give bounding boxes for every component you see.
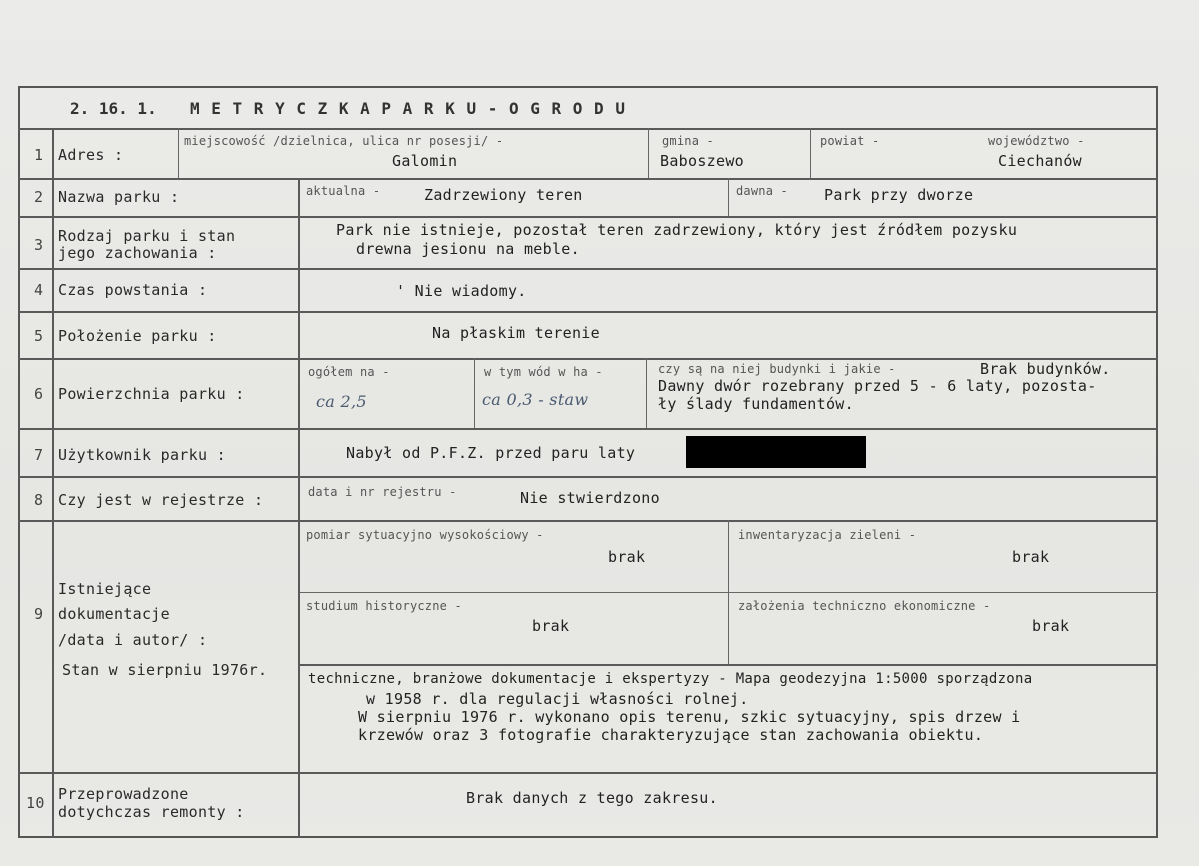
row-number: 3	[34, 236, 44, 254]
redaction-block	[686, 436, 866, 468]
historical-study-sublabel: studium historyczne -	[306, 599, 462, 613]
cell-divider	[474, 358, 475, 428]
row-number: 5	[34, 327, 44, 345]
voivodeship-sublabel: województwo -	[988, 134, 1085, 148]
row-divider	[18, 476, 1158, 478]
current-name-sublabel: aktualna -	[306, 184, 381, 198]
row-divider	[18, 128, 1158, 130]
former-name-value: Park przy dworze	[824, 186, 974, 204]
renovations-label-line2: dotychczas remonty :	[58, 803, 245, 821]
park-type-text-line2: drewna jesionu na meble.	[356, 240, 580, 258]
location-label: Położenie parku :	[58, 327, 217, 345]
row-divider	[18, 268, 1158, 270]
former-name-sublabel: dawna -	[736, 184, 788, 198]
water-area-sublabel: w tym wód w ha -	[484, 365, 603, 379]
technical-docs-text-line2: w 1958 r. dla regulacji własności rolnej.	[366, 690, 749, 708]
row-divider	[18, 520, 1158, 522]
row-number: 7	[34, 446, 44, 464]
row-divider	[18, 428, 1158, 430]
park-type-text: Park nie istnieje, pozostał teren zadrzewiony, który jest źródłem pozysku	[336, 221, 1018, 239]
survey-sublabel: pomiar sytuacyjno wysokościowy -	[306, 528, 544, 542]
location-value: Galomin	[392, 152, 458, 170]
documentation-label-line3: /data i autor/ :	[58, 631, 208, 649]
cell-divider	[810, 128, 811, 178]
cell-divider	[648, 128, 649, 178]
row-number: 4	[34, 281, 44, 299]
total-area-sublabel: ogółem na -	[308, 365, 390, 379]
location-terrain-value: Na płaskim terenie	[432, 324, 600, 342]
cell-divider	[728, 520, 729, 664]
documentation-label-line2: dokumentacje	[58, 605, 170, 623]
founding-time-value: ' Nie wiadomy.	[396, 282, 527, 300]
technical-docs-text-line4: krzewów oraz 3 fotografie charakteryzujące stan zachowania obiektu.	[358, 726, 984, 744]
greenery-inventory-value: brak	[1012, 548, 1050, 566]
row-divider	[18, 216, 1158, 218]
documentation-label: Istniejące	[58, 580, 152, 598]
label-column-divider	[298, 178, 300, 838]
voivodeship-value: Ciechanów	[998, 152, 1082, 170]
row-number: 10	[26, 794, 45, 812]
powiat-sublabel: powiat -	[820, 134, 880, 148]
row-number: 1	[34, 146, 44, 164]
form-title: M E T R Y C Z K A P A R K U - O G R O D U	[190, 99, 626, 118]
documentation-status-note: Stan w sierpniu 1976r.	[62, 661, 268, 679]
register-label: Czy jest w rejestrze :	[58, 491, 264, 509]
water-area-handwritten: ca 0,3 - staw	[482, 390, 589, 409]
row-number: 9	[34, 605, 44, 623]
address-label: Adres :	[58, 146, 124, 164]
row-number: 8	[34, 491, 44, 509]
buildings-value-line3: ły ślady fundamentów.	[658, 395, 854, 413]
survey-value: brak	[608, 548, 646, 566]
park-user-label: Użytkownik parku :	[58, 446, 226, 464]
row-divider	[18, 311, 1158, 313]
row-divider	[18, 178, 1158, 180]
founding-time-label: Czas powstania :	[58, 281, 208, 299]
row-number: 2	[34, 188, 44, 206]
renovations-value: Brak danych z tego zakresu.	[466, 789, 718, 807]
park-name-label: Nazwa parku :	[58, 188, 180, 206]
form-number: 2. 16. 1.	[70, 99, 157, 118]
row-number: 6	[34, 385, 44, 403]
buildings-value-line2: Dawny dwór rozebrany przed 5 - 6 laty, pozosta-	[658, 377, 1097, 395]
technical-assumptions-value: brak	[1032, 617, 1070, 635]
gmina-sublabel: gmina -	[662, 134, 714, 148]
area-label: Powierzchnia parku :	[58, 385, 245, 403]
technical-docs-text: techniczne, branżowe dokumentacje i ekspertyzy - Mapa geodezyjna 1:5000 sporządzona	[308, 671, 1033, 687]
row-divider	[18, 772, 1158, 774]
historical-study-value: brak	[532, 617, 570, 635]
park-type-label: Rodzaj parku i stan	[58, 227, 236, 245]
technical-assumptions-sublabel: założenia techniczno ekonomiczne -	[738, 599, 991, 613]
cell-divider	[646, 358, 647, 428]
park-type-label-line2: jego zachowania :	[58, 244, 217, 262]
park-user-value: Nabył od P.F.Z. przed paru laty	[346, 444, 636, 462]
technical-docs-text-line3: W sierpniu 1976 r. wykonano opis terenu, szkic sytuacyjny, spis drzew i	[358, 708, 1021, 726]
buildings-sublabel: czy są na niej budynki i jakie -	[658, 362, 896, 376]
location-sublabel: miejscowość /dzielnica, ulica nr posesji/ -	[184, 134, 504, 148]
register-sublabel: data i nr rejestru -	[308, 485, 457, 499]
cell-divider	[728, 178, 729, 216]
cell-divider	[298, 664, 1158, 666]
current-name-value: Zadrzewiony teren	[424, 186, 583, 204]
renovations-label: Przeprowadzone	[58, 785, 189, 803]
register-value: Nie stwierdzono	[520, 489, 660, 507]
total-area-handwritten: ca 2,5	[316, 392, 367, 411]
greenery-inventory-sublabel: inwentaryzacja zieleni -	[738, 528, 917, 542]
cell-divider	[178, 128, 179, 178]
number-column-divider	[52, 128, 54, 838]
buildings-value: Brak budynków.	[980, 360, 1111, 378]
gmina-value: Baboszewo	[660, 152, 744, 170]
